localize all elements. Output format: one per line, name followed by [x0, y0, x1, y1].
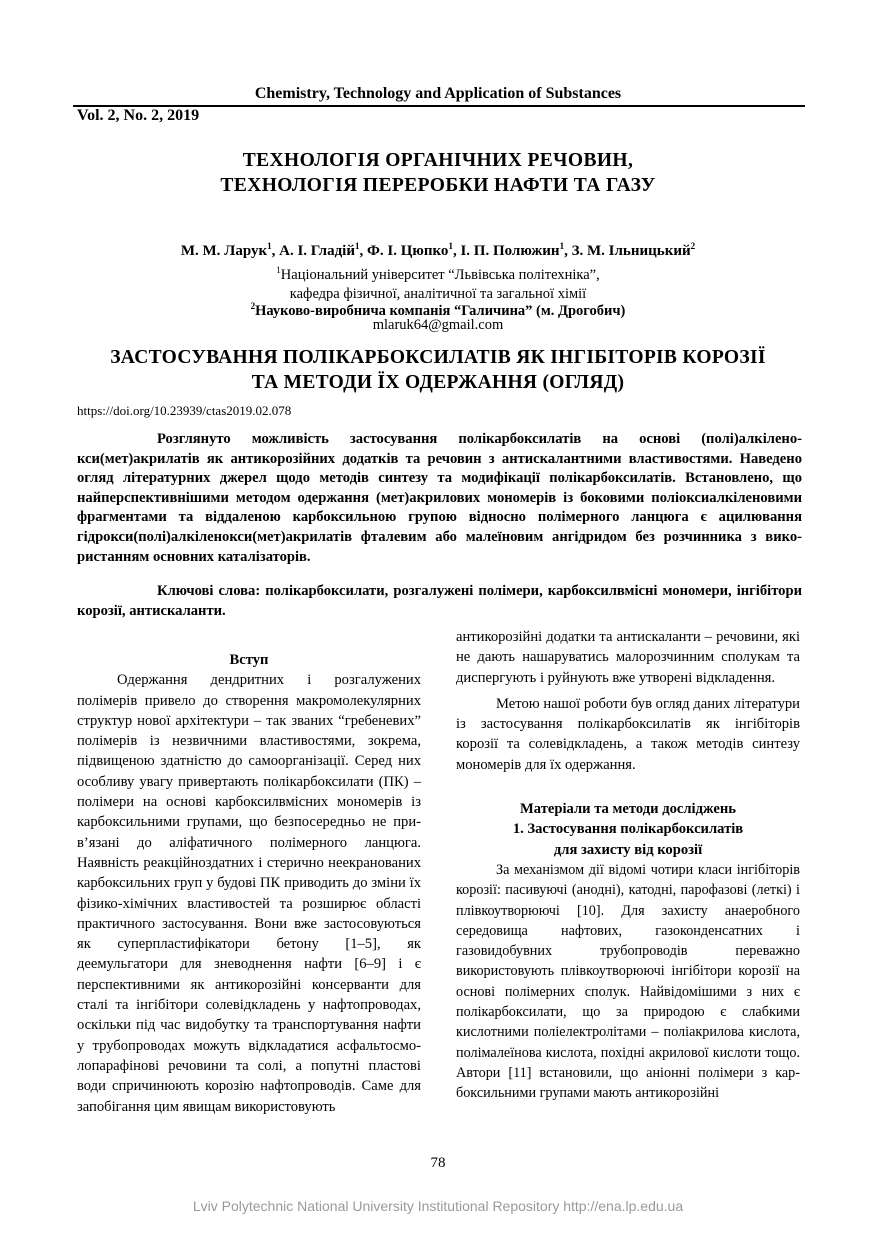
- keywords: Ключові слова: полікарбоксилати, розгалужені полімери, карбоксилвмісні мономери, інгібітори корозії, антискаланти.: [77, 583, 802, 619]
- article-title-line2: ТА МЕТОДИ ЇХ ОДЕРЖАННЯ (ОГЛЯД): [251, 372, 625, 393]
- body-paragraph-continued: антикорозійні додатки та антискаланти – речовини, які не дають нашаруватись малорозчинним сполукам та диспергують і руйнують вже утворені відкладення.: [456, 629, 800, 686]
- intro-heading: Вступ: [229, 652, 269, 668]
- corrosion-paragraph: За механізмом дії відомі чотири класи інгібіторів корозії: пасивуючі (анодні), катодні, парофазові (леткі) і плівкоутворюючі [10]. Для захисту анаеробного середовища нафтових, газоконденсатних і газовидобувних трубопроводів переважно використовують плівкоутворюючі інгібітори корозії на основі полімерних сполук. Найвідомішими з них є полікарбоксилати, що за природою є слабкими кислотними поліелектролітами – поліакрилова кислота, полімалеїнова кислота, похідні акрилової кислоти тощо. Автори [11] встановили, що аніонні полімери з карбоксильними групами мають антикорозійні: [456, 861, 800, 1102]
- author-name: М. М. Ларук: [180, 243, 268, 259]
- affiliation-2-mark: 2: [250, 301, 256, 311]
- abstract: Розглянуто можливість застосування полікарбоксилатів на основі (полі)алкіленокси(мет)акрилатів як антикорозійних додатків та речовин з антискалантними властивостями. Наведено огляд літературних джерел щодо методів синтезу та модифікації полікарбоксилатів. Встановлено, що найперспективнішими методом одержання (мет)акрилових мономерів із боковими поліоксиалкіленовими фрагментами та віддаленою карбоксильною групою відносно полімерного ланцюга є ацилювання гідрокси(полі)алкіленокси(мет)акрилатів фталевим або малеїновим ангідридом без розчинника з використанням основних каталізаторів.: [77, 431, 802, 565]
- author-name: Ф. І. Цюпко: [366, 243, 449, 259]
- author-affiliation-mark: 1: [448, 241, 453, 251]
- author-affiliation-mark: 1: [354, 241, 360, 251]
- doi-link[interactable]: https://doi.org/10.23939/ctas2019.02.078: [77, 403, 292, 418]
- author-name: З. М. Ільницький: [571, 243, 691, 259]
- author-name: А. І. Гладій: [279, 243, 355, 259]
- page-number: 78: [430, 1155, 446, 1171]
- subsection-heading-line2: для захисту від корозії: [553, 841, 703, 858]
- affiliation-1-line1: [0, 261, 876, 285]
- journal-name: Chemistry, Technology and Application of Substances: [254, 85, 622, 102]
- section-title-line1: ТЕХНОЛОГІЯ ОРГАНІЧНИХ РЕЧОВИН,: [242, 150, 634, 171]
- affiliation-2-text: Науково-виробнича компанія “Галичина” (м. Дрогобич): [255, 302, 626, 319]
- intro-paragraph: Одержання дендритних і розгалужених полімерів привело до створення макромолекулярних структур нової архітектури – так званих “гребеневих” полімерів із незвичними властивостями, зокрема, підвищеною здатністю до самоорганізації. Серед них особливу увагу привертають полікарбоксилати (ПК) – полімери на основі карбоксилвмісних мономерів із карбоксильними групами, що безпосередньо не прив’язані до аліфатичного полімерного ланцюга. Наявність реакційноздатних і стерично неекранованих карбоксильних груп у будові ПК приводить до зміни їх фізико-хімічних властивостей та розширює області практичного застосування. Вони вже застосовуються як суперпластифікатори бетону [1–5], як деемульгатори для зневоднення нафти [6–9] і є перспективними як антикорозійні консерванти для сталі та інгібітори солевідкладень у нафтопроводах, оскільки під час видобутку та транспортування нафти у трубопроводах можуть відкладатися асфальтосмолопарафінові речовини та солі, а попутні пластові води спричинюють корозію нафтопроводів. Саме для запобігання цим явищам використовують: [77, 672, 421, 1115]
- affiliation-1-text: Національний університет “Львівська політехніка”,: [280, 266, 600, 283]
- repository-footer: Lviv Polytechnic National University Institutional Repository http://ena.lp.edu.ua: [192, 1198, 684, 1214]
- author-affiliation-mark: 1: [267, 241, 272, 251]
- affiliation-1-line2: кафедра фізичної, аналітичної та загальної хімії: [289, 285, 587, 302]
- author-affiliation-mark: 2: [690, 241, 696, 251]
- author-list: М. М. Ларук$^1$, А. І. Гладій$^1$, Ф. І. Цюпко$^1$, І. П. Полюжин$^1$, З. М. Ільницький$^2$: [180, 241, 696, 259]
- article-title: [0, 345, 876, 395]
- subsection-heading-line1: 1. Застосування полікарбоксилатів: [512, 821, 744, 838]
- affiliation-1-mark: 1: [276, 265, 281, 275]
- section-title: [0, 148, 876, 198]
- left-column: [77, 650, 421, 1117]
- aim-paragraph: Метою нашої роботи був огляд даних літератури із застосування полікарбоксилатів як інгібіторів корозії та солевідкладень, а також методів синтезу мономерів для їх одержання.: [456, 695, 800, 773]
- right-column: [456, 627, 800, 1104]
- author-email: mlaruk64@gmail.com: [372, 317, 504, 333]
- author-name: І. П. Полюжин: [460, 243, 560, 259]
- article-title-line1: ЗАСТОСУВАННЯ ПОЛІКАРБОКСИЛАТІВ ЯК ІНГІБІТОРІВ КОРОЗІЇ: [110, 347, 766, 368]
- section-title-line2: ТЕХНОЛОГІЯ ПЕРЕРОБКИ НАФТИ ТА ГАЗУ: [220, 175, 656, 196]
- author-affiliation-mark: 1: [559, 241, 565, 251]
- volume-info: Vol. 2, No. 2, 2019: [77, 107, 200, 124]
- methods-heading: Матеріали та методи досліджень: [520, 801, 736, 818]
